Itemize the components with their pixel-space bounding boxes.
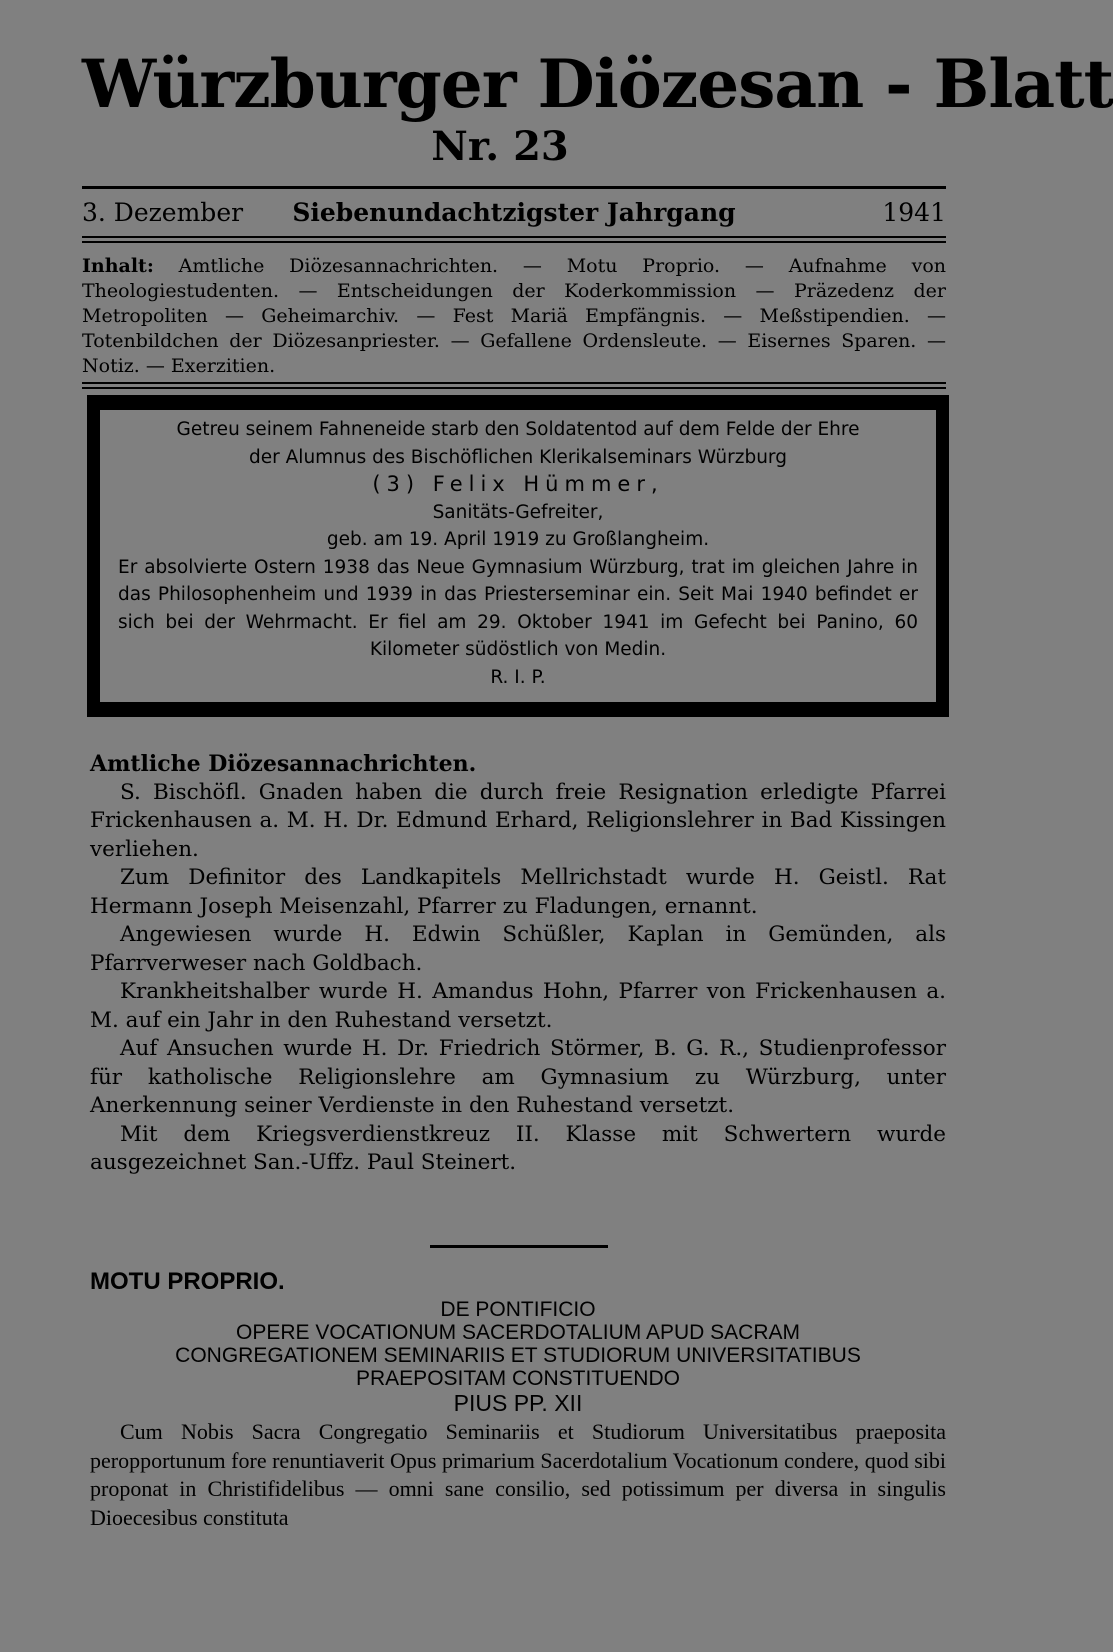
decree-body: Cum Nobis Sacra Congregatio Seminariis et Studiorum Universitatibus praeposita peropportunum fore renuntiaverit Opus primarium Sacerdotalium Vocationum condere, quod sibi proponat in Christifidelibus — omni sane consilio, sed potissimum per diversa in singulis Dioecesibus constituta [90, 1419, 946, 1530]
announcement-paragraph: Zum Definitor des Landkapitels Mellrichstadt wurde H. Geistl. Rat Hermann Joseph Meisenzahl, Pfarrer zu Fladungen, ernannt. [90, 865, 946, 919]
contents-rule-2 [82, 387, 946, 389]
section-divider [430, 1245, 608, 1248]
obituary-rip: R. I. P. [490, 666, 546, 688]
contents-label: Inhalt: [82, 255, 154, 277]
obituary-birth: geb. am 19. April 1919 zu Großlangheim. [326, 529, 710, 550]
contents-text: Amtliche Diözesannachrichten. — Motu Proprio. — Aufnahme von Theologiestudenten. — Entscheidungen der Koderkommission — Präzedenz der Metropoliten — Geheimarchiv. — Fest Mariä Empfängnis. — Meßstipendien. — Totenbildchen der Diözesanpriester. — Gefallene Ordensleute. — Eisernes Sparen. — Notiz. — Exerzitien. [82, 255, 946, 377]
obituary-rank: Sanitäts-Gefreiter, [432, 501, 604, 523]
announcement-paragraph: Krankheitshalber wurde H. Amandus Hohn, Pfarrer von Frickenhausen a. M. auf ein Jahr in den Ruhestand versetzt. [90, 979, 946, 1033]
dateline-rule-2 [82, 241, 946, 243]
announcement-paragraph: Auf Ansuchen wurde H. Dr. Friedrich Störmer, B. G. R., Studienprofessor für katholische Religionslehre am Gymnasium zu Würzburg, unter Anerkennung seiner Verdienste in den Ruhestand versetzt. [90, 1036, 946, 1118]
announcement-paragraph: Angewiesen wurde H. Edwin Schüßler, Kaplan in Gemünden, als Pfarrverweser nach Goldbach. [90, 922, 946, 976]
announcement-paragraph: S. Bischöfl. Gnaden haben die durch freie Resignation erledigte Pfarrei Frickenhausen a. M. H. Dr. Edmund Erhard, Religionslehrer in Bad Kissingen verliehen. [90, 779, 946, 862]
motu-proprio-heading: MOTU PROPRIO. [90, 1268, 285, 1295]
decree-title-line: DE PONTIFICIO [440, 1298, 596, 1321]
announcements-section [90, 750, 946, 1178]
obituary-bio: Er absolvierte Ostern 1938 das Neue Gymnasium Würzburg, trat im gleichen Jahre in das Philosophenheim und 1939 in das Priesterseminar ein. Seit Mai 1940 befindet er sich bei der Wehrmacht. Er fiel am 29. Oktober 1941 im Gefecht bei Panino, 60 Kilometer südöstlich von Medin. [118, 556, 918, 660]
contents-rule-1 [82, 382, 946, 384]
obituary-line-1: Getreu seinem Fahneneide starb den Soldatentod auf dem Felde der Ehre [176, 419, 860, 440]
motu-proprio-section [90, 1266, 946, 1532]
announcement-paragraph: Mit dem Kriegsverdienstkreuz II. Klasse mit Schwertern wurde ausgezeichnet San.-Uffz. Paul Steinert. [90, 1121, 946, 1175]
section-title: Amtliche Diözesannachrichten. [90, 751, 477, 777]
volume-label: Siebenundachtzigster Jahrgang [292, 198, 736, 227]
top-rule [82, 186, 946, 189]
decree-title [90, 1298, 946, 1416]
decree-title-line: CONGREGATIONEM SEMINARIIS ET STUDIORUM UNIVERSITATIBUS [175, 1344, 861, 1367]
issue-number: Nr. 23 [431, 123, 569, 170]
issue-date: 3. Dezember [82, 198, 244, 227]
obituary-line-2: der Alumnus des Bischöflichen Klerikalseminars Würzburg [249, 446, 787, 468]
masthead-title: Würzburger Diözesan - Blatt [82, 45, 1113, 123]
dateline-rule-1 [82, 236, 946, 238]
table-of-contents [82, 254, 946, 379]
issue-year: 1941 [882, 198, 946, 227]
dateline [82, 196, 946, 230]
decree-title-line: PRAEPOSITAM CONSTITUENDO [356, 1367, 680, 1390]
pope-name: PIUS PP. XII [453, 1390, 583, 1416]
obituary-name: (3) Felix Hümmer, [372, 472, 664, 496]
obituary-box [100, 410, 936, 702]
decree-title-line: OPERE VOCATIONUM SACERDOTALIUM APUD SACRAM [236, 1321, 800, 1344]
